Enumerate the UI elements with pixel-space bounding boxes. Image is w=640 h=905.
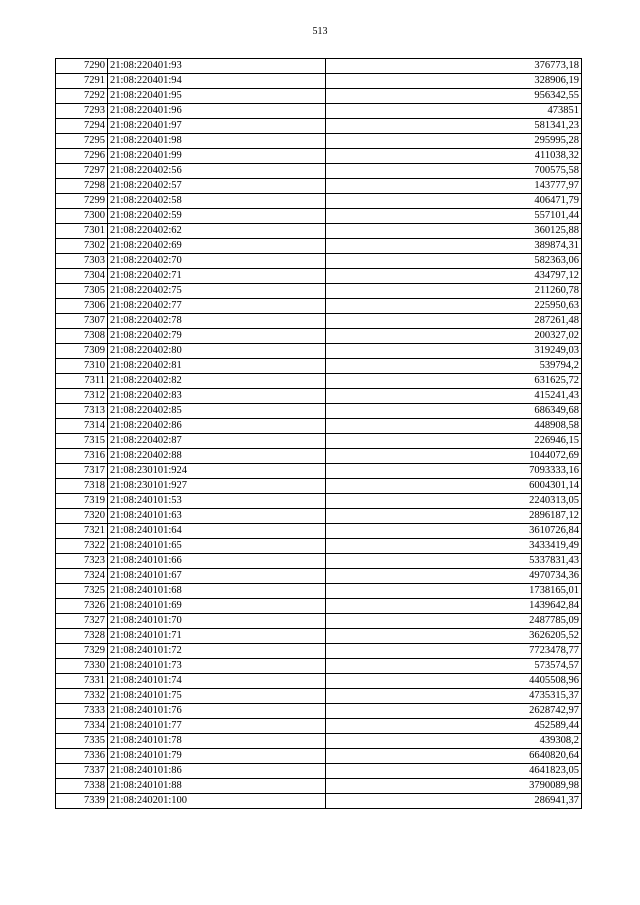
table-row: [56, 314, 582, 329]
table-row: [56, 434, 582, 449]
table-row: [56, 374, 582, 389]
table-row: [56, 59, 582, 74]
row-number-cell: 7315: [56, 434, 108, 449]
cadastral-number-cell: 21:08:240101:71: [108, 629, 326, 644]
table-row: [56, 764, 582, 779]
cadastral-value-cell: 286941,37: [326, 794, 582, 809]
table-row: [56, 74, 582, 89]
cadastral-number-cell: 21:08:220402:69: [108, 239, 326, 254]
cadastral-value-cell: 226946,15: [326, 434, 582, 449]
row-number-cell: 7304: [56, 269, 108, 284]
cadastral-number-cell: 21:08:220402:56: [108, 164, 326, 179]
row-number-cell: 7326: [56, 599, 108, 614]
cadastral-number-cell: 21:08:220402:59: [108, 209, 326, 224]
table-row: [56, 704, 582, 719]
row-number-cell: 7302: [56, 239, 108, 254]
row-number-cell: 7319: [56, 494, 108, 509]
cadastral-number-cell: 21:08:240201:100: [108, 794, 326, 809]
cadastral-value-cell: 1044072,69: [326, 449, 582, 464]
cadastral-number-cell: 21:08:240101:68: [108, 584, 326, 599]
table-row: [56, 104, 582, 119]
row-number-cell: 7318: [56, 479, 108, 494]
table-row: [56, 674, 582, 689]
cadastral-value-cell: 287261,48: [326, 314, 582, 329]
row-number-cell: 7332: [56, 689, 108, 704]
table-row: [56, 269, 582, 284]
cadastral-number-cell: 21:08:240101:78: [108, 734, 326, 749]
cadastral-value-cell: 473851: [326, 104, 582, 119]
table-row: [56, 404, 582, 419]
row-number-cell: 7328: [56, 629, 108, 644]
table-body: [56, 59, 582, 809]
table-row: [56, 194, 582, 209]
table-row: [56, 689, 582, 704]
row-number-cell: 7290: [56, 59, 108, 74]
cadastral-value-cell: 434797,12: [326, 269, 582, 284]
cadastral-value-cell: 4970734,36: [326, 569, 582, 584]
row-number-cell: 7311: [56, 374, 108, 389]
cadastral-value-cell: 3433419,49: [326, 539, 582, 554]
cadastral-value-cell: 582363,06: [326, 254, 582, 269]
table-row: [56, 524, 582, 539]
cadastral-value-cell: 295995,28: [326, 134, 582, 149]
table-row: [56, 479, 582, 494]
table-row: [56, 569, 582, 584]
cadastral-value-cell: 956342,55: [326, 89, 582, 104]
row-number-cell: 7301: [56, 224, 108, 239]
row-number-cell: 7303: [56, 254, 108, 269]
cadastral-number-cell: 21:08:240101:53: [108, 494, 326, 509]
table-row: [56, 299, 582, 314]
cadastral-number-cell: 21:08:240101:86: [108, 764, 326, 779]
cadastral-value-cell: 557101,44: [326, 209, 582, 224]
row-number-cell: 7291: [56, 74, 108, 89]
cadastral-value-cell: 200327,02: [326, 329, 582, 344]
cadastral-value-cell: 389874,31: [326, 239, 582, 254]
cadastral-value-cell: 411038,32: [326, 149, 582, 164]
cadastral-value-cell: 4641823,05: [326, 764, 582, 779]
row-number-cell: 7309: [56, 344, 108, 359]
cadastral-value-cell: 143777,97: [326, 179, 582, 194]
row-number-cell: 7293: [56, 104, 108, 119]
cadastral-value-cell: 4405508,96: [326, 674, 582, 689]
row-number-cell: 7298: [56, 179, 108, 194]
cadastral-number-cell: 21:08:240101:69: [108, 599, 326, 614]
cadastral-number-cell: 21:08:220402:83: [108, 389, 326, 404]
cadastral-number-cell: 21:08:240101:72: [108, 644, 326, 659]
table-row: [56, 449, 582, 464]
row-number-cell: 7320: [56, 509, 108, 524]
cadastral-number-cell: 21:08:240101:79: [108, 749, 326, 764]
row-number-cell: 7294: [56, 119, 108, 134]
row-number-cell: 7297: [56, 164, 108, 179]
cadastral-value-cell: 448908,58: [326, 419, 582, 434]
row-number-cell: 7330: [56, 659, 108, 674]
cadastral-number-cell: 21:08:230101:927: [108, 479, 326, 494]
cadastral-number-cell: 21:08:240101:77: [108, 719, 326, 734]
row-number-cell: 7305: [56, 284, 108, 299]
row-number-cell: 7295: [56, 134, 108, 149]
table-row: [56, 164, 582, 179]
cadastral-value-cell: 6004301,14: [326, 479, 582, 494]
cadastral-value-cell: 211260,78: [326, 284, 582, 299]
row-number-cell: 7292: [56, 89, 108, 104]
row-number-cell: 7339: [56, 794, 108, 809]
cadastral-number-cell: 21:08:220402:88: [108, 449, 326, 464]
row-number-cell: 7314: [56, 419, 108, 434]
row-number-cell: 7300: [56, 209, 108, 224]
row-number-cell: 7334: [56, 719, 108, 734]
table-row: [56, 614, 582, 629]
table-row: [56, 209, 582, 224]
table-row: [56, 119, 582, 134]
cadastral-number-cell: 21:08:220402:70: [108, 254, 326, 269]
table-row: [56, 599, 582, 614]
row-number-cell: 7308: [56, 329, 108, 344]
row-number-cell: 7299: [56, 194, 108, 209]
cadastral-number-cell: 21:08:240101:65: [108, 539, 326, 554]
cadastral-number-cell: 21:08:240101:67: [108, 569, 326, 584]
cadastral-value-cell: 631625,72: [326, 374, 582, 389]
table-row: [56, 284, 582, 299]
row-number-cell: 7331: [56, 674, 108, 689]
cadastral-number-cell: 21:08:220401:94: [108, 74, 326, 89]
cadastral-value-cell: 7723478,77: [326, 644, 582, 659]
cadastral-number-cell: 21:08:220402:86: [108, 419, 326, 434]
cadastral-number-cell: 21:08:220402:75: [108, 284, 326, 299]
row-number-cell: 7338: [56, 779, 108, 794]
cadastral-number-cell: 21:08:220401:97: [108, 119, 326, 134]
table-row: [56, 644, 582, 659]
cadastral-number-cell: 21:08:220402:82: [108, 374, 326, 389]
cadastral-number-cell: 21:08:220402:57: [108, 179, 326, 194]
row-number-cell: 7322: [56, 539, 108, 554]
cadastral-value-cell: 3790089,98: [326, 779, 582, 794]
row-number-cell: 7337: [56, 764, 108, 779]
cadastral-value-cell: 360125,88: [326, 224, 582, 239]
cadastral-number-cell: 21:08:220402:87: [108, 434, 326, 449]
cadastral-value-cell: 225950,63: [326, 299, 582, 314]
row-number-cell: 7296: [56, 149, 108, 164]
cadastral-value-cell: 319249,03: [326, 344, 582, 359]
table-row: [56, 734, 582, 749]
table-row: [56, 719, 582, 734]
cadastral-number-cell: 21:08:240101:73: [108, 659, 326, 674]
cadastral-value-cell: 406471,79: [326, 194, 582, 209]
table-row: [56, 254, 582, 269]
cadastral-number-cell: 21:08:220402:80: [108, 344, 326, 359]
cadastral-number-cell: 21:08:230101:924: [108, 464, 326, 479]
cadastral-value-cell: 1738165,01: [326, 584, 582, 599]
cadastral-value-cell: 3626205,52: [326, 629, 582, 644]
cadastral-number-cell: 21:08:240101:64: [108, 524, 326, 539]
cadastral-number-cell: 21:08:240101:66: [108, 554, 326, 569]
row-number-cell: 7312: [56, 389, 108, 404]
cadastral-value-cell: 439308,2: [326, 734, 582, 749]
cadastral-value-cell: 5337831,43: [326, 554, 582, 569]
row-number-cell: 7336: [56, 749, 108, 764]
cadastral-number-cell: 21:08:240101:74: [108, 674, 326, 689]
table-row: [56, 89, 582, 104]
row-number-cell: 7321: [56, 524, 108, 539]
table-row: [56, 389, 582, 404]
cadastral-value-cell: 2487785,09: [326, 614, 582, 629]
table-row: [56, 494, 582, 509]
cadastral-value-cell: 7093333,16: [326, 464, 582, 479]
page-number: 513: [312, 26, 328, 37]
table-row: [56, 554, 582, 569]
cadastral-number-cell: 21:08:220402:71: [108, 269, 326, 284]
row-number-cell: 7323: [56, 554, 108, 569]
cadastral-number-cell: 21:08:240101:76: [108, 704, 326, 719]
cadastral-value-cell: 700575,58: [326, 164, 582, 179]
cadastral-value-cell: 2896187,12: [326, 509, 582, 524]
cadastral-value-cell: 3610726,84: [326, 524, 582, 539]
table-row: [56, 464, 582, 479]
cadastral-value-cell: 539794,2: [326, 359, 582, 374]
cadastral-number-cell: 21:08:220401:96: [108, 104, 326, 119]
row-number-cell: 7335: [56, 734, 108, 749]
table-row: [56, 344, 582, 359]
row-number-cell: 7306: [56, 299, 108, 314]
row-number-cell: 7307: [56, 314, 108, 329]
table-row: [56, 629, 582, 644]
row-number-cell: 7317: [56, 464, 108, 479]
cadastral-value-cell: 581341,23: [326, 119, 582, 134]
cadastral-value-table: [55, 58, 582, 809]
cadastral-number-cell: 21:08:220402:62: [108, 224, 326, 239]
cadastral-value-cell: 686349,68: [326, 404, 582, 419]
table-row: [56, 779, 582, 794]
table-row: [56, 419, 582, 434]
row-number-cell: 7310: [56, 359, 108, 374]
table-row: [56, 359, 582, 374]
table-row: [56, 509, 582, 524]
cadastral-number-cell: 21:08:240101:63: [108, 509, 326, 524]
table-row: [56, 329, 582, 344]
row-number-cell: 7324: [56, 569, 108, 584]
table-row: [56, 149, 582, 164]
table-row: [56, 134, 582, 149]
row-number-cell: 7325: [56, 584, 108, 599]
cadastral-number-cell: 21:08:240101:88: [108, 779, 326, 794]
table-row: [56, 794, 582, 809]
cadastral-number-cell: 21:08:220401:99: [108, 149, 326, 164]
row-number-cell: 7329: [56, 644, 108, 659]
table-row: [56, 239, 582, 254]
row-number-cell: 7333: [56, 704, 108, 719]
cadastral-number-cell: 21:08:220401:93: [108, 59, 326, 74]
cadastral-value-cell: 4735315,37: [326, 689, 582, 704]
cadastral-value-cell: 415241,43: [326, 389, 582, 404]
cadastral-value-cell: 573574,57: [326, 659, 582, 674]
cadastral-number-cell: 21:08:220402:58: [108, 194, 326, 209]
cadastral-number-cell: 21:08:240101:70: [108, 614, 326, 629]
cadastral-value-cell: 1439642,84: [326, 599, 582, 614]
cadastral-number-cell: 21:08:220402:78: [108, 314, 326, 329]
row-number-cell: 7313: [56, 404, 108, 419]
cadastral-value-cell: 2240313,05: [326, 494, 582, 509]
row-number-cell: 7316: [56, 449, 108, 464]
table-row: [56, 179, 582, 194]
cadastral-value-cell: 2628742,97: [326, 704, 582, 719]
cadastral-number-cell: 21:08:220402:79: [108, 329, 326, 344]
cadastral-number-cell: 21:08:220402:77: [108, 299, 326, 314]
cadastral-value-cell: 452589,44: [326, 719, 582, 734]
cadastral-value-cell: 328906,19: [326, 74, 582, 89]
cadastral-number-cell: 21:08:220402:81: [108, 359, 326, 374]
table-row: [56, 584, 582, 599]
row-number-cell: 7327: [56, 614, 108, 629]
table-row: [56, 539, 582, 554]
cadastral-number-cell: 21:08:220401:95: [108, 89, 326, 104]
table-row: [56, 224, 582, 239]
table-row: [56, 749, 582, 764]
cadastral-number-cell: 21:08:220402:85: [108, 404, 326, 419]
cadastral-value-cell: 376773,18: [326, 59, 582, 74]
cadastral-number-cell: 21:08:220401:98: [108, 134, 326, 149]
cadastral-number-cell: 21:08:240101:75: [108, 689, 326, 704]
table-row: [56, 659, 582, 674]
cadastral-value-cell: 6640820,64: [326, 749, 582, 764]
